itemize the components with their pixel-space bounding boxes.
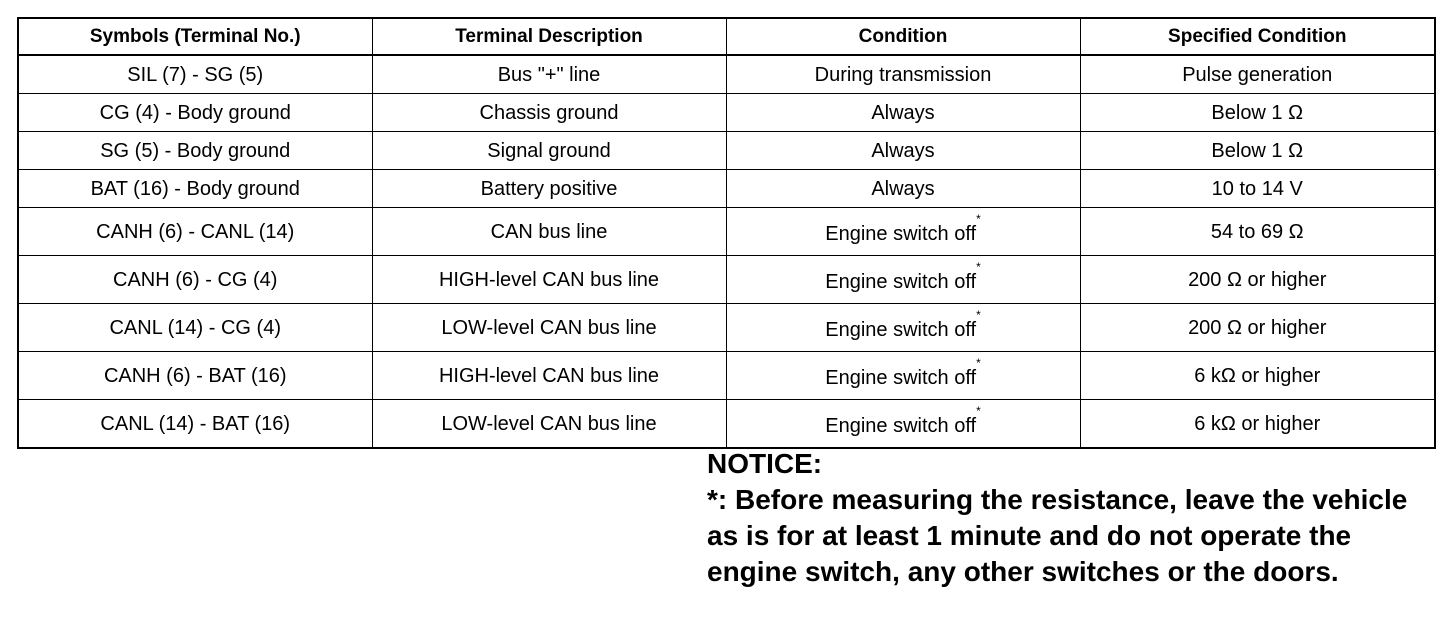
cell-symbol: CANL (14) - BAT (16) (18, 400, 372, 449)
cell-symbol: CANH (6) - BAT (16) (18, 352, 372, 400)
cell-symbol: SIL (7) - SG (5) (18, 55, 372, 94)
condition-text: Always (871, 101, 935, 124)
notice-text: *: Before measuring the resistance, leave the vehicle as is for at least 1 minute and do not operate the engine switch, any other switches or the doors. (707, 484, 1408, 587)
table-row (18, 352, 1435, 400)
cell-condition (726, 208, 1080, 256)
cell-condition (726, 256, 1080, 304)
cell-symbol: CG (4) - Body ground (18, 94, 372, 132)
condition-text: Engine switch off (825, 366, 977, 389)
table-row (18, 400, 1435, 449)
table-row (18, 304, 1435, 352)
cell-specified: 10 to 14 V (1080, 170, 1435, 208)
cell-symbol: SG (5) - Body ground (18, 132, 372, 170)
condition-text: During transmission (814, 63, 992, 86)
cell-specified: Below 1 Ω (1080, 132, 1435, 170)
table-row (18, 94, 1435, 132)
cell-condition (726, 94, 1080, 132)
cell-condition (726, 304, 1080, 352)
cell-condition (726, 132, 1080, 170)
notice-title: NOTICE: (707, 448, 823, 479)
cell-condition (726, 170, 1080, 208)
header-symbols: Symbols (Terminal No.) (18, 18, 372, 55)
header-terminal-description: Terminal Description (372, 18, 726, 55)
cell-condition (726, 55, 1080, 94)
table-header-row (18, 18, 1435, 55)
cell-description: LOW-level CAN bus line (372, 304, 726, 352)
table-row (18, 132, 1435, 170)
header-specified-condition: Specified Condition (1080, 18, 1435, 55)
condition-text: Engine switch off (825, 270, 977, 293)
condition-note: * (976, 403, 981, 418)
cell-description: HIGH-level CAN bus line (372, 256, 726, 304)
condition-text: Engine switch off (825, 222, 977, 245)
table-row (18, 55, 1435, 94)
notice-block (707, 446, 1427, 590)
cell-symbol: BAT (16) - Body ground (18, 170, 372, 208)
cell-description: Battery positive (372, 170, 726, 208)
condition-note: * (976, 259, 981, 274)
cell-description: HIGH-level CAN bus line (372, 352, 726, 400)
condition-text: Engine switch off (825, 414, 977, 437)
cell-symbol: CANL (14) - CG (4) (18, 304, 372, 352)
cell-description: Chassis ground (372, 94, 726, 132)
cell-specified: 54 to 69 Ω (1080, 208, 1435, 256)
table-row (18, 208, 1435, 256)
cell-specified: 6 kΩ or higher (1080, 352, 1435, 400)
cell-condition (726, 400, 1080, 449)
condition-text: Engine switch off (825, 318, 977, 341)
cell-specified: 6 kΩ or higher (1080, 400, 1435, 449)
table-row (18, 256, 1435, 304)
cell-symbol: CANH (6) - CG (4) (18, 256, 372, 304)
condition-text: Always (871, 177, 935, 200)
cell-condition (726, 352, 1080, 400)
cell-specified: Pulse generation (1080, 55, 1435, 94)
table-row (18, 170, 1435, 208)
cell-specified: 200 Ω or higher (1080, 256, 1435, 304)
header-condition: Condition (726, 18, 1080, 55)
terminal-spec-table (17, 17, 1436, 449)
cell-description: Bus "+" line (372, 55, 726, 94)
condition-note: * (976, 355, 981, 370)
cell-description: LOW-level CAN bus line (372, 400, 726, 449)
cell-specified: Below 1 Ω (1080, 94, 1435, 132)
cell-symbol: CANH (6) - CANL (14) (18, 208, 372, 256)
condition-note: * (976, 307, 981, 322)
cell-description: CAN bus line (372, 208, 726, 256)
cell-description: Signal ground (372, 132, 726, 170)
condition-note: * (976, 211, 981, 226)
condition-text: Always (871, 139, 935, 162)
cell-specified: 200 Ω or higher (1080, 304, 1435, 352)
